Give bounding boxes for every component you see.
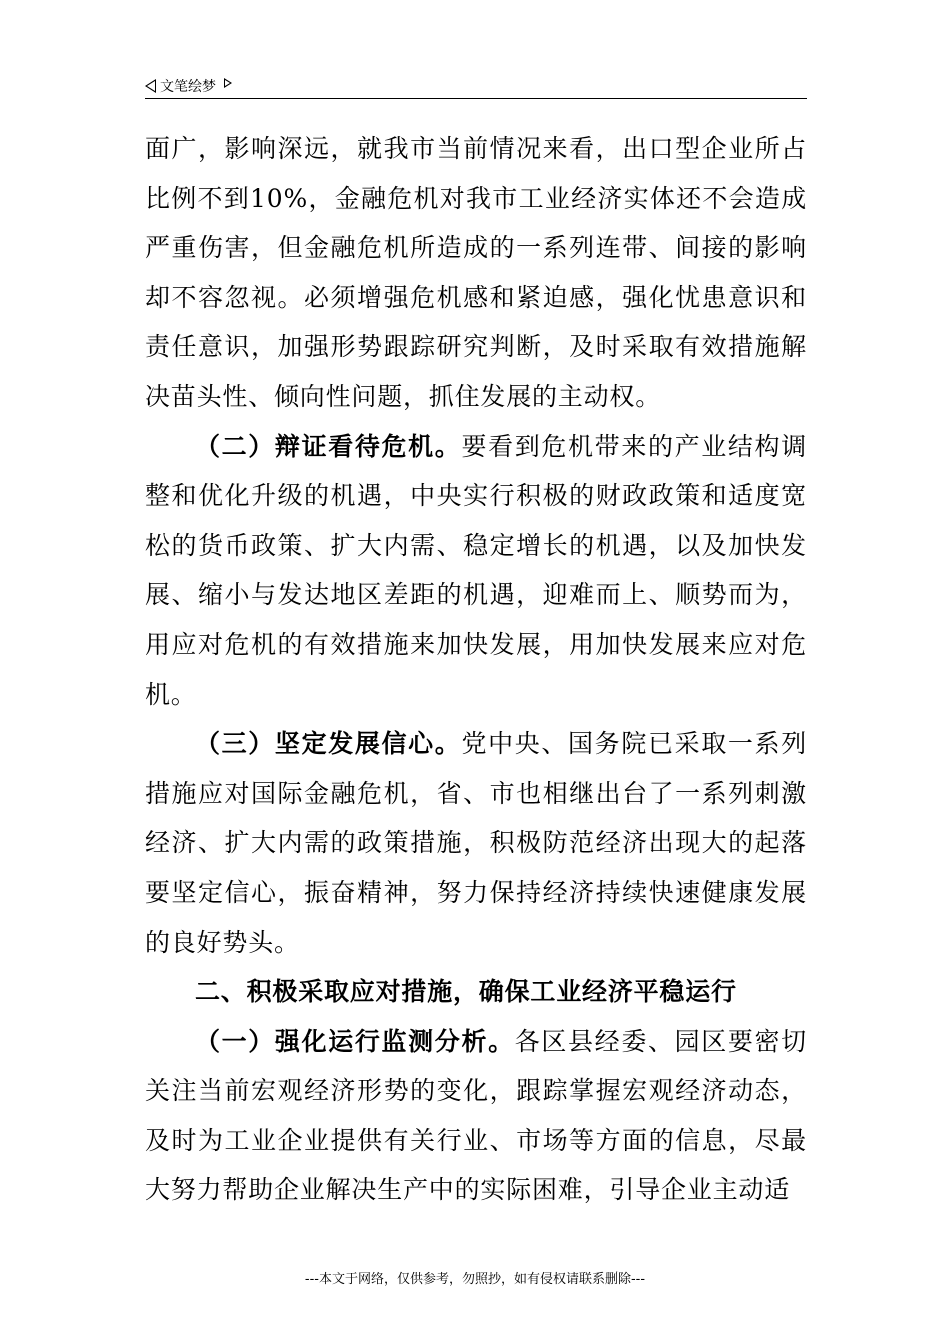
triangle-right-icon [224, 78, 232, 88]
paragraph-4 [145, 1017, 807, 1215]
page-footer: ---本文于网络，仅供参考，勿照抄，如有侵权请联系删除--- [304, 1272, 646, 1287]
paragraph-2-text: 要看到危机带来的产业结构调整和优化升级的机遇，中央实行积极的财政政策和适度宽松的货币政策、扩大内需、稳定增长的机遇，以及加快发展、缩小与发达地区差距的机遇，迎难而上、顺势而为，用应对危机的有效措施来加快发展，用加快发展来应对危机。 [145, 431, 807, 709]
paragraph-1 [145, 124, 807, 422]
header-title: 文笔绘梦 [160, 79, 216, 95]
page-header [145, 72, 807, 99]
paragraph-2 [145, 422, 807, 720]
header-label-group [145, 76, 232, 96]
triangle-left-icon [145, 79, 156, 93]
paragraph-1-text: 面广，影响深远，就我市当前情况来看，出口型企业所占比例不到10%，金融危机对我市工业经济实体还不会造成严重伤害，但金融危机所造成的一系列连带、间接的影响却不容忽视。必须增强危机感和紧迫感，强化忧患意识和责任意识，加强形势跟踪研究判断，及时采取有效措施解决苗头性、倾向性问题，抓住发展的主动权。 [145, 134, 807, 411]
paragraph-3-text: 党中央、国务院已采取一系列措施应对国际金融危机，省、市也相继出台了一系列刺激经济、扩大内需的政策措施，积极防范经济出现大的起落要坚定信心，振奋精神，努力保持经济持续快速健康发展的良好势头。 [145, 729, 807, 957]
paragraph-3 [145, 719, 807, 967]
paragraph-4-lead: （一）强化运行监测分析。 [195, 1026, 515, 1056]
paragraph-2-lead: （二）辩证看待危机。 [195, 431, 462, 461]
paragraph-3-lead: （三）坚定发展信心。 [195, 729, 462, 759]
document-body [145, 124, 807, 1215]
paragraph-4-text: 各区县经委、园区要密切关注当前宏观经济形势的变化，跟踪掌握宏观经济动态，及时为工业企业提供有关行业、市场等方面的信息，尽最大努力帮助企业解决生产中的实际困难，引导企业主动适 [145, 1026, 807, 1205]
section-heading: 二、积极采取应对措施，确保工业经济平稳运行 [195, 977, 737, 1007]
